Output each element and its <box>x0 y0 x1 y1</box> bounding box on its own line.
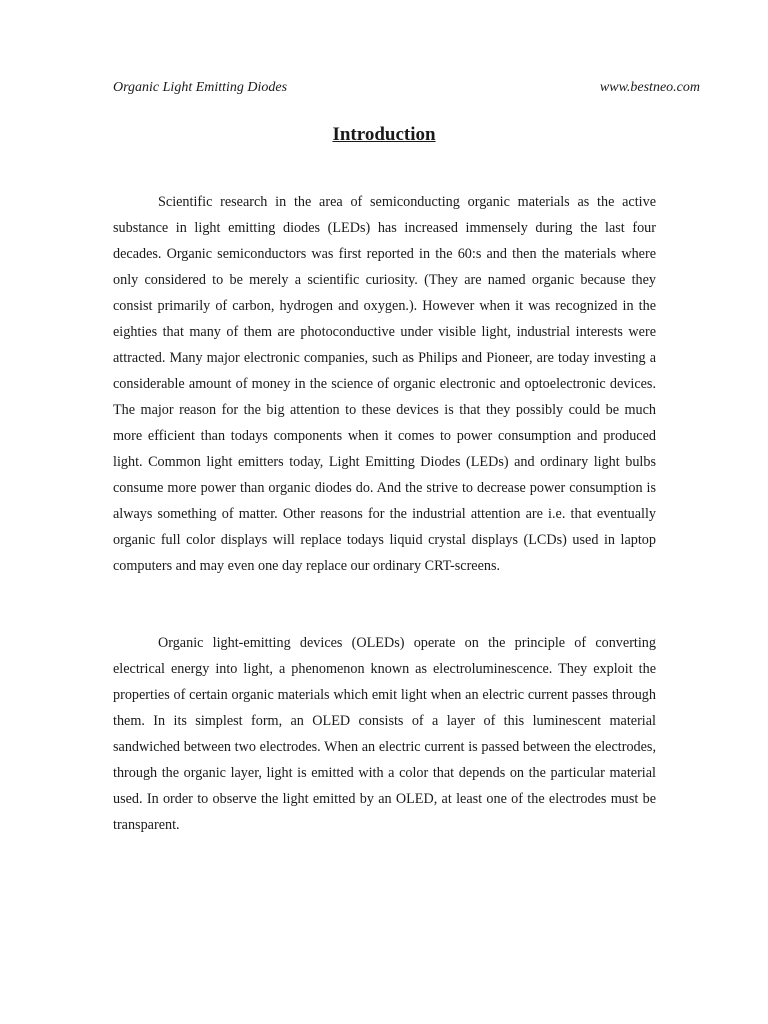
header-document-title: Organic Light Emitting Diodes <box>113 80 288 95</box>
body-paragraph-2: Organic light-emitting devices (OLEDs) operate on the principle of converting electrical energy into light, a phenomenon known as electroluminescence. They exploit the properties of certain organic materials which emit light when an electric current passes through them. In its simplest form, an OLED consists of a layer of this luminescent material sandwiched between two electrodes. When an electric current is passed between the electrodes, through the organic layer, light is emitted with a color that depends on the particular material used. In order to observe the light emitted by an OLED, at least one of the electrodes must be transparent. <box>113 635 656 833</box>
page-header <box>113 80 700 96</box>
header-website-url: www.bestneo.com <box>599 80 700 95</box>
body-paragraph-1: Scientific research in the area of semiconducting organic materials as the active substance in light emitting diodes (LEDs) has increased immensely during the last four decades. Organic semiconductors was first reported in the 60:s and then the materials where only considered to be merely a scientific curiosity. (They are named organic because they consist primarily of carbon, hydrogen and oxygen.). However when it was recognized in the eighties that many of them are photoconductive under visible light, industrial interests were attracted. Many major electronic companies, such as Philips and Pioneer, are today investing a considerable amount of money in the science of organic electronic and optoelectronic devices. The major reason for the big attention to these devices is that they possibly could be much more efficient than todays components when it comes to power consumption and produced light. Common light emitters today, Light Emitting Diodes (LEDs) and ordinary light bulbs consume more power than organic diodes do. And the strive to decrease power consumption is always something of matter. Other reasons for the industrial attention are i.e. that eventually organic full color displays will replace todays liquid crystal displays (LCDs) used in laptop computers and may even one day replace our ordinary CRT-screens. <box>113 194 656 574</box>
section-title: Introduction <box>332 124 436 145</box>
